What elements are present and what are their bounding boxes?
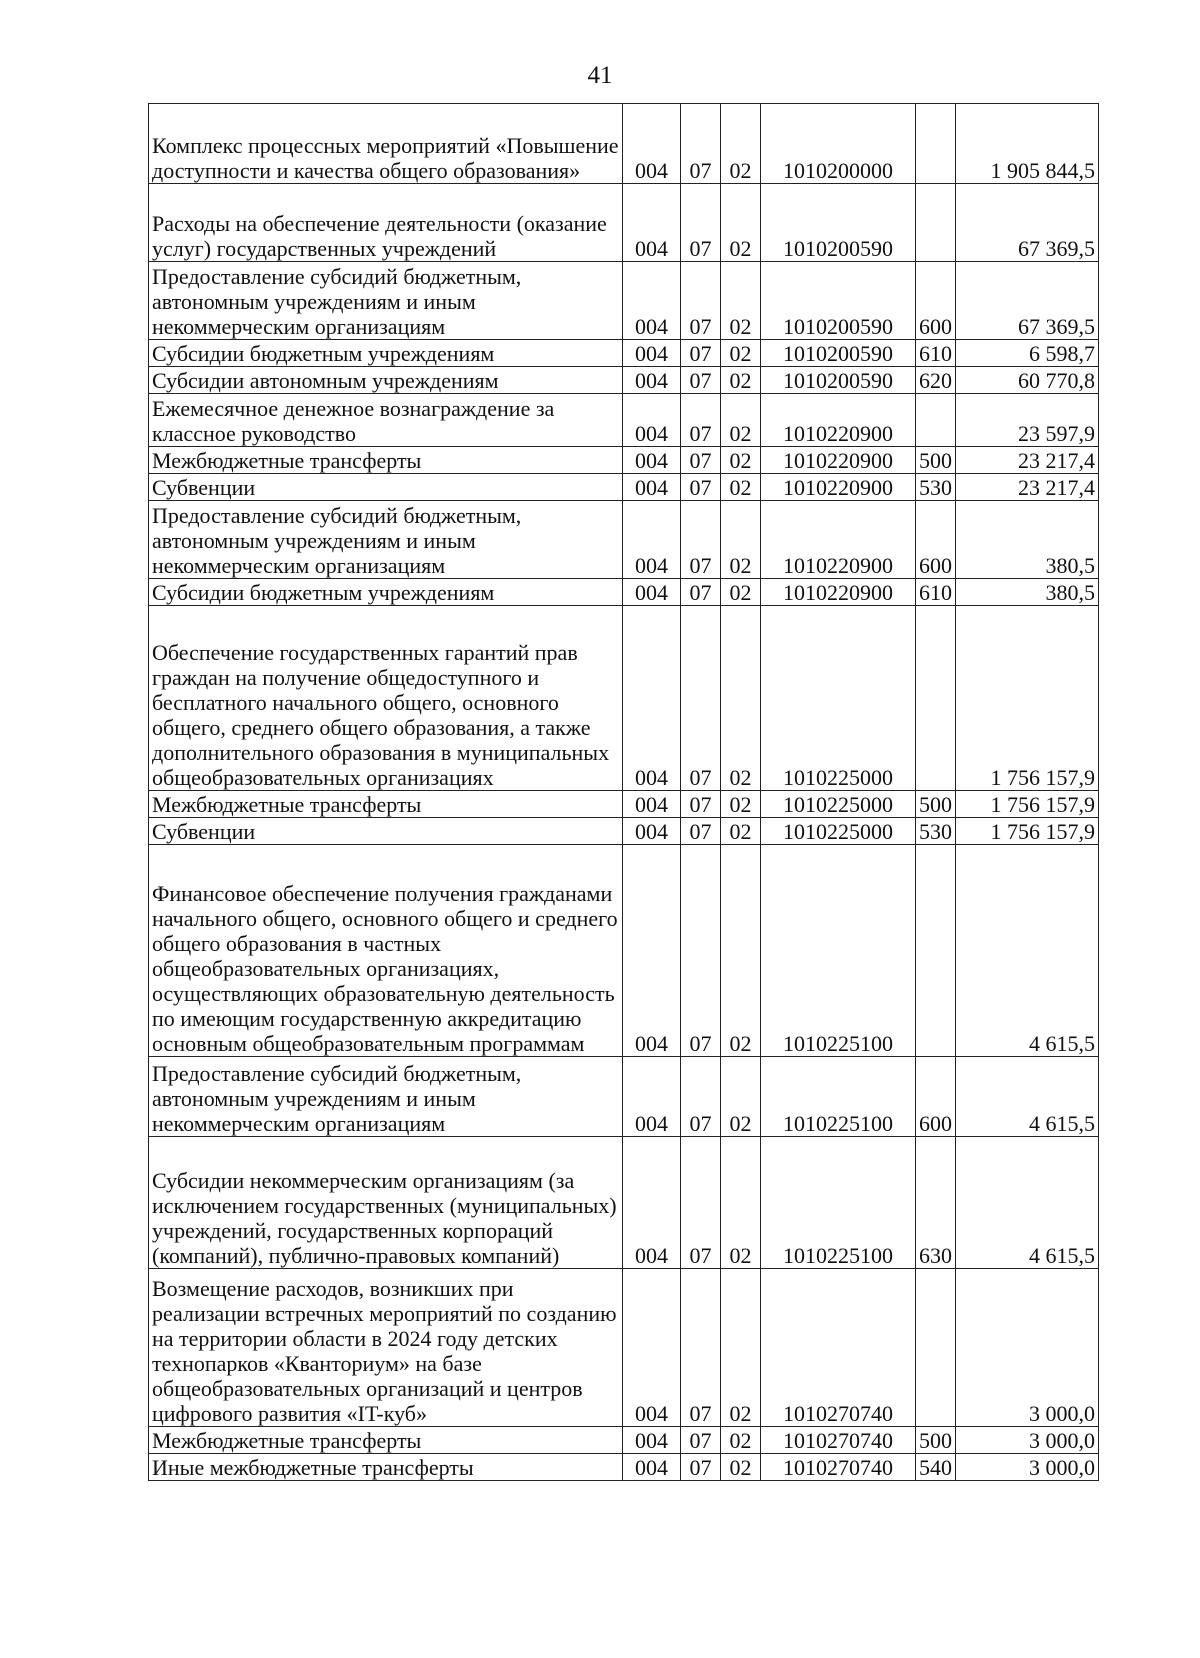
row-subsection: 02 [721, 579, 761, 606]
row-amount: 380,5 [956, 501, 1099, 579]
row-name: Расходы на обеспечение деятельности (оказание услуг) государственных учреждений [149, 184, 623, 262]
row-amount: 380,5 [956, 579, 1099, 606]
row-target-article: 1010225000 [761, 818, 916, 845]
row-expense-type: 500 [916, 1427, 956, 1454]
row-target-article: 1010270740 [761, 1269, 916, 1427]
row-name: Межбюджетные трансферты [149, 447, 623, 474]
budget-table [148, 103, 1099, 1481]
row-name: Ежемесячное денежное вознаграждение за классное руководство [149, 394, 623, 447]
row-amount: 4 615,5 [956, 1137, 1099, 1269]
table-row [149, 447, 1099, 474]
row-name: Возмещение расходов, возникших при реализации встречных мероприятий по созданию на территории области в 2024 году детских технопарков «Кванториум» на базе общеобразовательных организаций и центров цифрового развития «IT-куб» [149, 1269, 623, 1427]
row-section: 07 [681, 447, 721, 474]
row-subsection: 02 [721, 1454, 761, 1481]
row-amount: 3 000,0 [956, 1454, 1099, 1481]
table-row [149, 845, 1099, 1057]
row-target-article: 1010270740 [761, 1454, 916, 1481]
row-name: Субсидии бюджетным учреждениям [149, 340, 623, 367]
row-grbs: 004 [623, 579, 681, 606]
row-target-article: 1010270740 [761, 1427, 916, 1454]
row-section: 07 [681, 394, 721, 447]
row-section: 07 [681, 1269, 721, 1427]
row-section: 07 [681, 1137, 721, 1269]
row-amount: 3 000,0 [956, 1269, 1099, 1427]
row-target-article: 1010225000 [761, 791, 916, 818]
row-name: Комплекс процессных мероприятий «Повышение доступности и качества общего образования» [149, 104, 623, 184]
row-grbs: 004 [623, 447, 681, 474]
budget-table-body [149, 104, 1099, 1481]
row-grbs: 004 [623, 104, 681, 184]
row-expense-type: 530 [916, 474, 956, 501]
row-subsection: 02 [721, 262, 761, 340]
table-row [149, 340, 1099, 367]
table-row [149, 791, 1099, 818]
row-name: Межбюджетные трансферты [149, 1427, 623, 1454]
row-section: 07 [681, 791, 721, 818]
row-target-article: 1010220900 [761, 394, 916, 447]
row-expense-type [916, 184, 956, 262]
row-target-article: 1010225100 [761, 1137, 916, 1269]
row-expense-type [916, 1269, 956, 1427]
row-subsection: 02 [721, 818, 761, 845]
row-target-article: 1010200590 [761, 340, 916, 367]
row-amount: 67 369,5 [956, 262, 1099, 340]
row-target-article: 1010220900 [761, 474, 916, 501]
row-name: Субсидии автономным учреждениям [149, 367, 623, 394]
row-expense-type: 600 [916, 501, 956, 579]
row-section: 07 [681, 1057, 721, 1137]
row-expense-type [916, 394, 956, 447]
row-grbs: 004 [623, 1269, 681, 1427]
row-section: 07 [681, 262, 721, 340]
row-amount: 60 770,8 [956, 367, 1099, 394]
row-amount: 6 598,7 [956, 340, 1099, 367]
row-target-article: 1010200000 [761, 104, 916, 184]
row-amount: 23 217,4 [956, 447, 1099, 474]
row-grbs: 004 [623, 474, 681, 501]
row-subsection: 02 [721, 340, 761, 367]
row-name: Финансовое обеспечение получения гражданами начального общего, основного общего и среднего общего образования в частных общеобразовательных организациях, осуществляющих образовательную деятельность по имеющим государственную аккредитацию основным общеобразовательным программам [149, 845, 623, 1057]
row-grbs: 004 [623, 1057, 681, 1137]
row-name: Межбюджетные трансферты [149, 791, 623, 818]
row-amount: 67 369,5 [956, 184, 1099, 262]
row-grbs: 004 [623, 340, 681, 367]
row-section: 07 [681, 1454, 721, 1481]
row-subsection: 02 [721, 184, 761, 262]
row-name: Субсидии бюджетным учреждениям [149, 579, 623, 606]
row-target-article: 1010200590 [761, 184, 916, 262]
row-target-article: 1010200590 [761, 367, 916, 394]
row-amount: 1 756 157,9 [956, 818, 1099, 845]
row-expense-type: 530 [916, 818, 956, 845]
row-subsection: 02 [721, 474, 761, 501]
table-row [149, 367, 1099, 394]
row-section: 07 [681, 501, 721, 579]
table-row [149, 1137, 1099, 1269]
row-amount: 23 597,9 [956, 394, 1099, 447]
table-row [149, 394, 1099, 447]
row-target-article: 1010220900 [761, 579, 916, 606]
row-section: 07 [681, 367, 721, 394]
row-expense-type: 610 [916, 579, 956, 606]
row-subsection: 02 [721, 1427, 761, 1454]
row-grbs: 004 [623, 845, 681, 1057]
row-expense-type: 600 [916, 1057, 956, 1137]
row-subsection: 02 [721, 394, 761, 447]
row-name: Предоставление субсидий бюджетным, автономным учреждениям и иным некоммерческим организациям [149, 501, 623, 579]
row-name: Предоставление субсидий бюджетным, автономным учреждениям и иным некоммерческим организациям [149, 1057, 623, 1137]
row-subsection: 02 [721, 501, 761, 579]
row-expense-type: 610 [916, 340, 956, 367]
table-row [149, 1454, 1099, 1481]
row-expense-type [916, 104, 956, 184]
row-target-article: 1010225100 [761, 1057, 916, 1137]
row-target-article: 1010220900 [761, 501, 916, 579]
row-target-article: 1010225000 [761, 606, 916, 791]
row-subsection: 02 [721, 606, 761, 791]
row-section: 07 [681, 104, 721, 184]
row-section: 07 [681, 1427, 721, 1454]
row-amount: 1 905 844,5 [956, 104, 1099, 184]
table-row [149, 1269, 1099, 1427]
row-expense-type: 500 [916, 447, 956, 474]
row-subsection: 02 [721, 1137, 761, 1269]
row-section: 07 [681, 845, 721, 1057]
row-grbs: 004 [623, 501, 681, 579]
row-section: 07 [681, 340, 721, 367]
table-row [149, 184, 1099, 262]
row-grbs: 004 [623, 818, 681, 845]
page-number: 41 [587, 62, 613, 89]
row-expense-type: 500 [916, 791, 956, 818]
row-section: 07 [681, 474, 721, 501]
row-target-article: 1010225100 [761, 845, 916, 1057]
row-amount: 4 615,5 [956, 845, 1099, 1057]
row-amount: 23 217,4 [956, 474, 1099, 501]
row-target-article: 1010200590 [761, 262, 916, 340]
row-subsection: 02 [721, 845, 761, 1057]
table-row [149, 1427, 1099, 1454]
table-row [149, 262, 1099, 340]
row-subsection: 02 [721, 1057, 761, 1137]
row-grbs: 004 [623, 791, 681, 818]
table-row [149, 501, 1099, 579]
row-grbs: 004 [623, 1454, 681, 1481]
row-grbs: 004 [623, 1137, 681, 1269]
row-grbs: 004 [623, 367, 681, 394]
row-name: Субвенции [149, 818, 623, 845]
row-expense-type: 540 [916, 1454, 956, 1481]
table-row [149, 606, 1099, 791]
row-grbs: 004 [623, 606, 681, 791]
row-expense-type [916, 606, 956, 791]
row-amount: 4 615,5 [956, 1057, 1099, 1137]
row-name: Предоставление субсидий бюджетным, автономным учреждениям и иным некоммерческим организациям [149, 262, 623, 340]
row-expense-type: 620 [916, 367, 956, 394]
row-name: Субсидии некоммерческим организациям (за исключением государственных (муниципальных) учреждений, государственных корпораций (компаний), публично-правовых компаний) [149, 1137, 623, 1269]
row-expense-type [916, 845, 956, 1057]
row-expense-type: 600 [916, 262, 956, 340]
table-row [149, 1057, 1099, 1137]
row-section: 07 [681, 606, 721, 791]
row-subsection: 02 [721, 104, 761, 184]
row-section: 07 [681, 818, 721, 845]
row-name: Обеспечение государственных гарантий прав граждан на получение общедоступного и бесплатного начального общего, основного общего, среднего общего образования, а также дополнительного образования в муниципальных общеобразовательных организациях [149, 606, 623, 791]
row-name: Иные межбюджетные трансферты [149, 1454, 623, 1481]
row-section: 07 [681, 579, 721, 606]
row-grbs: 004 [623, 1427, 681, 1454]
row-section: 07 [681, 184, 721, 262]
table-row [149, 474, 1099, 501]
row-amount: 1 756 157,9 [956, 791, 1099, 818]
row-subsection: 02 [721, 447, 761, 474]
row-amount: 1 756 157,9 [956, 606, 1099, 791]
row-expense-type: 630 [916, 1137, 956, 1269]
row-grbs: 004 [623, 262, 681, 340]
table-row [149, 104, 1099, 184]
row-name: Субвенции [149, 474, 623, 501]
row-grbs: 004 [623, 394, 681, 447]
row-target-article: 1010220900 [761, 447, 916, 474]
row-subsection: 02 [721, 367, 761, 394]
row-subsection: 02 [721, 1269, 761, 1427]
row-subsection: 02 [721, 791, 761, 818]
row-amount: 3 000,0 [956, 1427, 1099, 1454]
table-row [149, 579, 1099, 606]
table-row [149, 818, 1099, 845]
row-grbs: 004 [623, 184, 681, 262]
